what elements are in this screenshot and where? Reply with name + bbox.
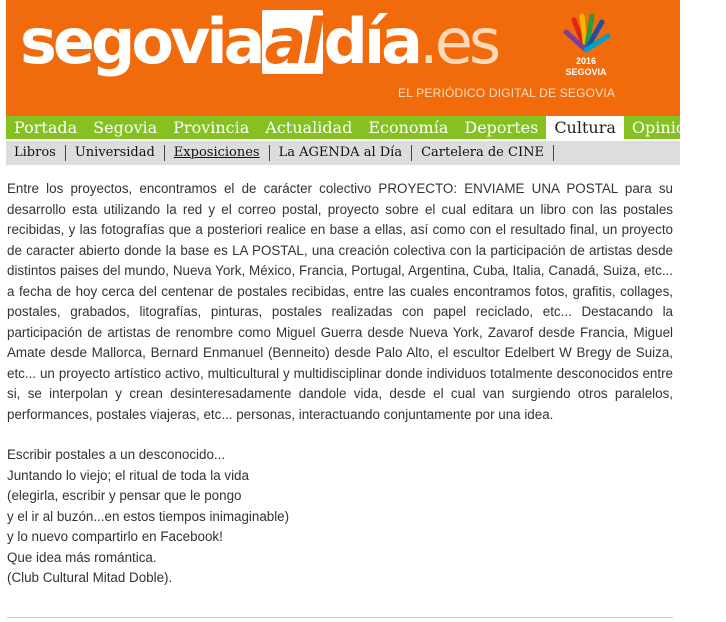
nav-economia[interactable]: Economía	[368, 118, 449, 137]
nav-portada[interactable]: Portada	[14, 118, 78, 137]
logo-dia: día	[323, 5, 420, 78]
article-content	[7, 179, 673, 589]
logo-es: .es	[419, 5, 498, 78]
poem-line: Que idea más romántica.	[7, 549, 157, 565]
poem-line: Escribir postales a un desconocido...	[7, 447, 226, 462]
nav-opinion[interactable]: Opinión	[631, 118, 696, 137]
subnav-universidad[interactable]: Universidad	[66, 145, 165, 161]
nav-provincia[interactable]: Provincia	[173, 118, 250, 137]
content-divider	[7, 617, 673, 618]
nav-segovia[interactable]: Segovia	[93, 118, 158, 137]
subnav-cartelera-cine[interactable]: Cartelera de CINE	[412, 145, 554, 161]
article-poem	[7, 445, 673, 589]
nav-cultura[interactable]: Cultura	[546, 116, 624, 139]
badge-city: SEGOVIA	[565, 67, 607, 77]
poem-line: y el ir al buzón...en estos tiempos inimaginable)	[7, 508, 290, 524]
article-paragraph: Entre los proyectos, encontramos el de carácter colectivo PROYECTO: ENVIAME UNA POSTAL para su desarrollo esta utilizando la red y el correo postal, proyecto sobre el cual editara un libro con las postales recibidas, y las fotografías que a posteriori realice en base a ellas, así como con el resultado final, un proyecto de caracter abierto donde la base es LA POSTAL, una creación colectiva con la participación de artistas desde distintos paises del mundo, Nueva York, México, Francia, Portugal, Argentina, Cuba, Italia, Canadá, Suiza, etc... a fecha de hoy cerca del centenar de postales recibidas, entre las cuales encontramos fotos, grafitis, collages, postales, grabados, litografías, pinturas, postales realizadas con papel reciclado, etc... Destacando la participación de artistas de renombre como Miguel Guerra desde Nueva York, Zavarof desde Francia, Miguel Amate desde Mallorca, Bernard Enmanuel (Benneito) desde Palo Alto, el escultor Edelbert W Bregy de Suiza, etc... un proyecto artístico activo, multicultural y multidisciplinar donde individuos totalmente desconocidos entre si, se interpolan y crean desinteresadamente dandole vida, desde el cual van surgiendo otros paralelos, performances, postales viajeras, etc... personas, interactuando conjuntamente por una idea.	[7, 181, 673, 422]
nav-deportes[interactable]: Deportes	[464, 118, 539, 137]
subnav-agenda[interactable]: La AGENDA al Día	[270, 145, 412, 161]
site-tagline: EL PERIÓDICO DIGITAL DE SEGOVIA	[398, 86, 616, 100]
main-nav	[6, 116, 719, 139]
sub-nav	[6, 141, 680, 165]
site-logo[interactable]	[20, 5, 497, 79]
subnav-exposiciones[interactable]: Exposiciones	[165, 145, 270, 161]
segovia-2016-badge	[558, 12, 614, 80]
logo-al: al	[262, 10, 322, 74]
site-header	[6, 0, 680, 116]
logo-segovia: segovia	[20, 5, 262, 78]
nav-more[interactable]: I	[711, 118, 719, 137]
subnav-libros[interactable]: Libros	[6, 145, 66, 161]
badge-emblem-icon	[558, 12, 614, 56]
nav-actualidad[interactable]: Actualidad	[265, 118, 353, 137]
poem-line: (elegirla, escribir y pensar que le pongo	[7, 488, 242, 503]
poem-line: Juntando lo viejo; el ritual de toda la vida	[7, 467, 249, 483]
poem-line: (Club Cultural Mitad Doble).	[7, 570, 173, 585]
poem-line: y lo nuevo compartirlo en Facebook!	[7, 529, 223, 544]
badge-year: 2016	[575, 56, 597, 66]
